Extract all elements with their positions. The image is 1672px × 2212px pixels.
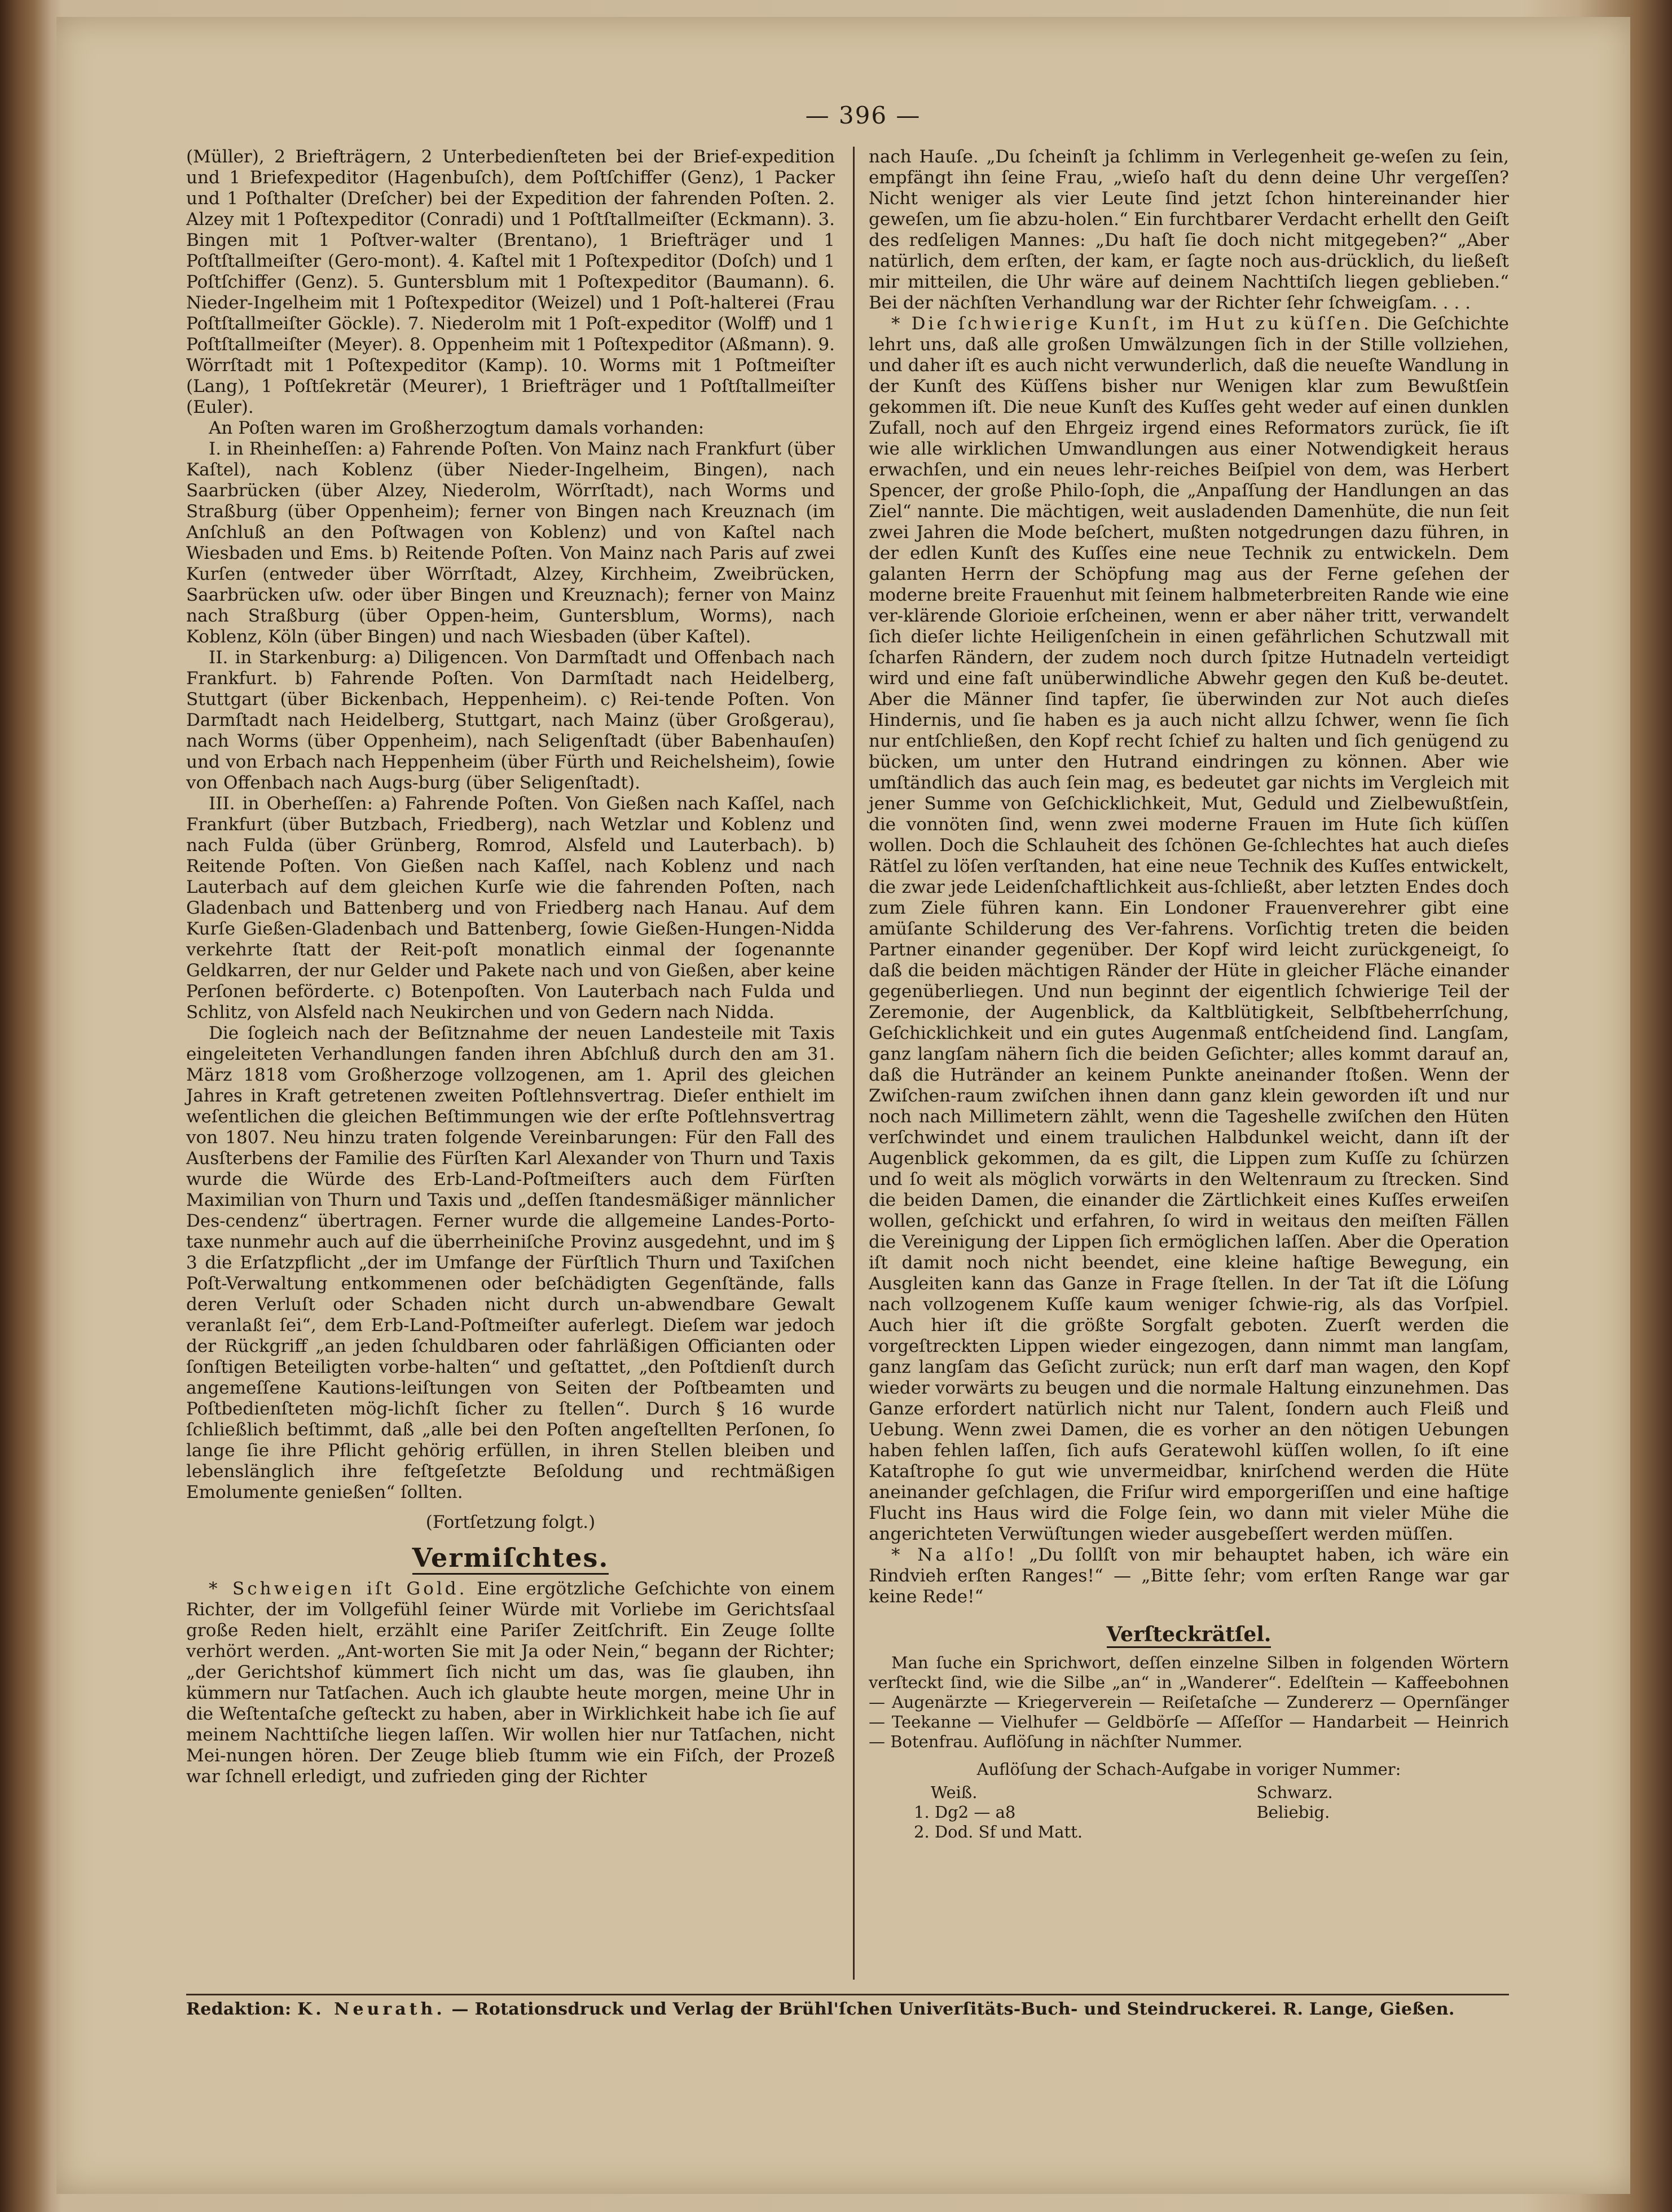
editor-name: K. Neurath. (297, 1999, 446, 2019)
taxis-treaty-paragraph: Die ſogleich nach der Beſitznahme der neuen Landesteile mit Taxis eingeleiteten Verhandlungen fanden ihren Abſchluß durch den am 31. März 1818 vom Großherzoge vollzogenen, am 1. April des gleichen Jahres in Kraft getretenen zweiten Poſtlehnsvertrag. Dieſer enthielt im weſentlichen die gleichen Beſtimmungen wie der erſte Poſtlehnsvertrag von 1807. Neu hinzu traten folgende Vereinbarungen: Für den Fall des Ausſterbens der Familie des Fürſten Karl Alexander von Thurn und Taxis wurde die Würde des Erb-Land-Poſtmeiſters auch dem Fürſten Maximilian von Thurn und Taxis und „deſſen ſtandesmäßiger männlicher Des-cendenz“ übertragen. Ferner wurde die allgemeine Landes-Porto-taxe nunmehr auch auf die überrheiniſche Provinz ausgedehnt, und im § 3 die Erſatzpflicht „der im Umfange der Fürſtlich Thurn und Taxiſchen Poſt-Verwaltung entkommenen oder beſchädigten Gegenſtände, falls deren Verluſt oder Schaden nicht durch un-abwendbare Gewalt veranlaßt ſei“, dem Erb-Land-Poſtmeiſter auferlegt. Dieſem war jedoch der Rückgriff „an jeden ſchuldbaren oder fahrläßigen Officianten oder ſonſtigen Beteiligten vorbe-halten“ und geſtattet, „den Poſtdienſt durch angemeſſene Kautions-leiſtungen von Seiten der Poſtbeamten und Poſtbedienſteten mög-lichſt ſicher zu ſtellen“. Durch § 16 wurde ſchließlich beſtimmt, daß „alle bei den Poſten angeſtellten Perſonen, ſo lange ſie ihre Pflicht gehörig erfüllen, in ihren Stellen bleiben und lebenslänglich ihre feſtgeſetzte Beſoldung und rechtmäßigen Emolumente genießen“ ſollten. (186, 1023, 835, 1502)
rheinhessen-paragraph: I. in Rheinheſſen: a) Fahrende Poſten. Von Mainz nach Frankfurt (über Kaſtel), nach Koblenz (über Nieder-Ingelheim, Bingen), nach Saarbrücken (über Alzey, Niederolm, Wörrſtadt), nach Worms und Straßburg (über Oppenheim); ferner von Bingen nach Kreuznach (im Anſchluß an den Poſtwagen von Koblenz) und von Kaſtel nach Wiesbaden und Ems. b) Reitende Poſten. Von Mainz nach Paris auf zwei Kurſen (entweder über Wörrſtadt, Alzey, Kirchheim, Zweibrücken, Saarbrücken uſw. oder über Bingen und Kreuznach); ferner von Mainz nach Straßburg (über Oppen-heim, Guntersblum, Worms), nach Koblenz, Köln (über Bingen) und nach Wiesbaden (über Kaſtel). (186, 439, 835, 647)
kiss-article (869, 314, 1509, 1545)
imprint-footer (186, 1999, 1509, 2019)
miscellaneous-heading: Vermiſchtes. (186, 1548, 835, 1568)
silence-title: * Schweigen iſt Gold. (209, 1579, 468, 1599)
naalso-article (869, 1545, 1509, 1607)
kiss-text: Die Geſchichte lehrt uns, daß alle großen Umwälzungen ſich in der Stille vollziehen, und daher iſt es auch nicht verwunderlich, daß die neueſte Wandlung in der Kunſt des Küſſens bisher nur Wenigen klar zum Bewußtſein gekommen iſt. Die neue Kunſt des Kuſſes geht weder auf einen dunklen Zufall, noch auf den Ehrgeiz irgend eines Reformators zurück, ſie iſt wie alle wirklichen Umwandlungen aus einer Notwendigkeit heraus erwachſen, und ein neues lehr-reiches Beiſpiel von dem, was Herbert Spencer, der große Philo-ſoph, die „Anpaſſung der Handlungen an das Ziel“ nannte. Die mächtigen, weit ausladenden Damenhüte, die nun ſeit zwei Jahren die Mode beſchert, mußten notgedrungen dazu führen, in der edlen Kunſt des Kuſſes eine neue Technik zu entwickeln. Dem galanten Herrn der Schöpfung mag aus der Ferne geſehen der moderne breite Frauenhut mit ſeinem halbmeterbreiten Rande wie eine ver-klärende Glorioie erſcheinen, wenn er aber näher tritt, verwandelt ſich dieſer lichte Heiligenſchein in einen gefährlichen Schutzwall mit ſcharfen Rändern, der zudem noch durch ſpitze Hutnadeln verteidigt wird und eine faſt unüberwindliche Abwehr gegen den Kuß be-deutet. Aber die Männer ſind tapfer, ſie überwinden zur Not auch dieſes Hindernis, und ſie haben es ja auch nicht allzu ſchwer, wenn ſie ſich nur entſchließen, den Kopf recht ſchief zu halten und ſich genügend zu bücken, um unter den Hutrand eindringen zu können. Aber wie umſtändlich das auch ſein mag, es bedeutet gar nichts im Vergleich mit jener Summe von Geſchicklichkeit, Mut, Geduld und Zielbewußtſein, die vonnöten ſind, wenn zwei moderne Frauen im Hute ſich küſſen wollen. Doch die Schlauheit des ſchönen Ge-ſchlechtes hat auch dieſes Rätſel zu löſen verſtanden, hat eine neue Technik des Kuſſes entwickelt, die zwar jede Leidenſchaftlichkeit aus-ſchließt, aber letzten Endes doch zum Ziele führen kann. Ein Londoner Frauenverehrer gibt eine amüſante Schilderung des Ver-fahrens. Vorſichtig treten die beiden Partner einander gegenüber. Der Kopf wird leicht zurückgeneigt, ſo daß die beiden mächtigen Ränder der Hüte in gleicher Fläche einander gegenüberliegen. Und nun beginnt der eigentlich ſchwierige Teil der Zeremonie, der Augenblick, da Kaltblütigkeit, Selbſtbeherrſchung, Geſchicklichkeit und ein gutes Augenmaß entſcheidend ſind. Langſam, ganz langſam nähern ſich die beiden Geſichter; alles kommt darauf an, daß die Hutränder an keinem Punkte aneinander ſtoßen. Wenn der Zwiſchen-raum zwiſchen ihnen dann ganz klein geworden iſt und nur noch nach Millimetern zählt, wenn die Tageshelle zwiſchen den Hüten verſchwindet und einem traulichen Halbdunkel weicht, dann iſt der Augenblick gekommen, da es gilt, die Lippen zum Kuſſe zu ſchürzen und ſo weit als möglich vorwärts in den Weltenraum zu ſtrecken. Sind die beiden Damen, die einander die Zärtlichkeit eines Kuſſes erweiſen wollen, geſchickt und erfahren, ſo wird in weitaus den meiſten Fällen die Vereinigung der Lippen ſich ermöglichen laſſen. Aber die Operation iſt damit noch nicht beendet, eine kleine haſtige Bewegung, ein Ausgleiten kann das Ganze in Frage ſtellen. In der Tat iſt die Löſung nach vollzogenem Kuſſe kaum weniger ſchwie-rig, als das Vorſpiel. Auch hier iſt die größte Sorgfalt geboten. Zuerſt werden die vorgeſtreckten Lippen wieder eingezogen, dann nimmt man langſam, ganz langſam das Geſicht zurück; nun erſt darf man wagen, den Kopf wieder vorwärts zu beugen und die normale Haltung einzunehmen. Das Ganze erfordert natürlich nicht nur Talent, ſondern auch Fleiß und Uebung. Wenn zwei Damen, die es vorher an den nötigen Uebungen haben fehlen laſſen, ſich aufs Geratewohl küſſen wollen, ſo iſt eine Kataſtrophe ſo gut wie unvermeidbar, knirſchend werden die Hüte aneinander geſchlagen, die Friſur wird emporgeriſſen und eine haſtige Flucht ins Haus wird die Folge ſein, wo dann mit vieler Mühe die angerichteten Verwüſtungen wieder ausgebeſſert werden müſſen. (869, 314, 1509, 1544)
right-column (869, 147, 1509, 1842)
kiss-title: * Die ſchwierige Kunſt, im Hut zu küſſen. (891, 314, 1372, 334)
chess-white-label: Weiß. (931, 1783, 978, 1802)
puzzle-text: Man ſuche ein Sprichwort, deſſen einzelne Silben in folgenden Wörtern verſteckt ſind, wie die Silbe „an“ in „Wanderer“. Edelſtein — Kaffeebohnen — Augenärzte — Kriegerverein — Reiſetaſche — Zundererz — Opernſänger — Teekanne — Vielhufer — Geldbörſe — Aſſeſſor — Handarbeit — Heinrich — Botenfrau. Auflöſung in nächſter Nummer. (869, 1653, 1509, 1751)
posts-intro: An Poſten waren im Großherzogtum damals vorhanden: (209, 418, 705, 438)
naalso-title: * Na alſo! (891, 1545, 1018, 1565)
continued-note: (Fortſetzung folgt.) (425, 1512, 596, 1532)
footer-rule (186, 1994, 1509, 1995)
chess-move-2: 2. Dod. Sf und Matt. (914, 1822, 1083, 1841)
oberhessen-paragraph: III. in Oberheſſen: a) Fahrende Poſten. Von Gießen nach Kaſſel, nach Frankfurt (über Butzbach, Friedberg), nach Wetzlar und Koblenz und nach Fulda (über Grünberg, Romrod, Alsfeld und Lauterbach). b) Reitende Poſten. Von Gießen nach Kaſſel, nach Koblenz und nach Lauterbach auf dem gleichen Kurſe wie die fahrenden Poſten, nach Gladenbach und Battenberg und von Friedberg nach Hanau. Auf dem Kurſe Gießen-Gladenbach und Battenberg, ſowie Gießen-Hungen-Nidda verkehrte ſtatt der Reit-poſt monatlich einmal der ſogenannte Geldkarren, der nur Gelder und Pakete nach und von Gießen, aber keine Perſonen beförderte. c) Botenpoſten. Von Lauterbach nach Fulda und Schlitz, von Alsfeld nach Neukirchen und von Gedern nach Nidda. (186, 794, 835, 1023)
chess-move-1: 1. Dg2 — a8 (914, 1803, 1016, 1822)
publisher-text: — Rotationsdruck und Verlag der Brühl'ſchen Univerſitäts-Buch- und Steindruckerei. R. Lange, Gießen. (451, 1999, 1455, 2019)
page-number: — 396 — (805, 102, 921, 129)
chess-black-label: Schwarz. (1256, 1783, 1333, 1802)
redaktion-label: Redaktion: (186, 1999, 292, 2019)
silence-continued: nach Hauſe. „Du ſcheinſt ja ſchlimm in Verlegenheit ge-weſen zu ſein, empfängt ihn ſeine Frau, „wieſo haſt du denn deine Uhr vergeſſen? Nicht weniger als vier Leute ſind jetzt ſchon hintereinander hier geweſen, um ſie abzu-holen.“ Ein furchtbarer Verdacht erhellt den Geiſt des redſeligen Mannes: „Du haſt ſie doch nicht mitgegeben?“ „Aber natürlich, dem erſten, der kam, er ſagte noch aus-drücklich, du ließeſt mir mitteilen, die Uhr wäre auf deinem Nachttiſch liegen geblieben.“ Bei der nächſten Verhandlung war der Richter ſehr ſchweigſam. . . . (869, 147, 1509, 313)
postal-staff-paragraph: (Müller), 2 Briefträgern, 2 Unterbedienſteten bei der Brief-expedition und 1 Briefexpeditor (Hagenbuſch), dem Poſtſchiffer (Genz), 1 Packer und 1 Poſthalter (Dreſcher) bei der Expedition der fahrenden Poſten. 2. Alzey mit 1 Poſtexpeditor (Conradi) und 1 Poſtſtallmeiſter (Eckmann). 3. Bingen mit 1 Poſtver-walter (Brentano), 1 Briefträger und 1 Poſtſtallmeiſter (Gero-mont). 4. Kaſtel mit 1 Poſtexpeditor (Doſch) und 1 Poſtſchiffer (Genz). 5. Guntersblum mit 1 Poſtexpeditor (Baumann). 6. Nieder-Ingelheim mit 1 Poſtexpeditor (Weizel) und 1 Poſt-halterei (Frau Poſtſtallmeiſter Göckle). 7. Niederolm mit 1 Poſt-expeditor (Wolff) und 1 Poſtſtallmeiſter (Meyer). 8. Oppenheim mit 1 Poſtexpeditor (Aßmann). 9. Wörrſtadt mit 1 Poſtexpeditor (Kamp). 10. Worms mit 1 Poſtmeiſter (Lang), 1 Poſtſekretär (Meurer), 1 Briefträger und 1 Poſtſtallmeiſter (Euler). (186, 147, 835, 417)
chess-heading: Auflöſung der Schach-Aufgabe in voriger Nummer: (976, 1760, 1401, 1779)
silence-article (186, 1579, 835, 1787)
naalso-text: „Du ſollſt von mir behauptet haben, ich wäre ein Rindvieh erſten Ranges!“ — „Bitte ſehr; vom erſten Range war gar keine Rede!“ (869, 1545, 1509, 1607)
silence-text: Eine ergötzliche Geſchichte von einem Richter, der im Vollgefühl ſeiner Würde mit Vorliebe im Gerichtsſaal große Reden hielt, erzählt eine Pariſer Zeitſchrift. Ein Zeuge ſollte verhört werden. „Ant-worten Sie mit Ja oder Nein,“ begann der Richter; „der Gerichtshof kümmert ſich nicht um das, was ſie glauben, ihn kümmern nur Tatſachen. Auch ich glaubte heute morgen, meine Uhr in die Weſtentaſche geſteckt zu haben, aber in Wirklichkeit habe ich ſie auf meinem Nachttiſche liegen laſſen. Wir wollen hier nur Tatſachen, nicht Mei-nungen hören. Der Zeuge blieb ſtumm wie ein Fiſch, der Prozeß war ſchnell erledigt, und zufrieden ging der Richter (186, 1579, 835, 1787)
chess-black-move: Beliebig. (1256, 1803, 1330, 1822)
chess-solution (869, 1783, 1509, 1842)
left-column (186, 147, 835, 1787)
puzzle-heading: Verſteckrätſel. (869, 1624, 1509, 1645)
starkenburg-paragraph: II. in Starkenburg: a) Diligencen. Von Darmſtadt und Offenbach nach Frankfurt. b) Fahrende Poſten. Von Darmſtadt nach Heidelberg, Stuttgart (über Bickenbach, Heppenheim). c) Rei-tende Poſten. Von Darmſtadt nach Heidelberg, Stuttgart, nach Mainz (über Großgerau), nach Worms (über Oppenheim), nach Seligenſtadt (über Babenhauſen) und von Erbach nach Heppenheim (über Fürth und Reichelsheim), ſowie von Offenbach nach Augs-burg (über Seligenſtadt). (186, 647, 835, 793)
column-divider (853, 147, 855, 1980)
